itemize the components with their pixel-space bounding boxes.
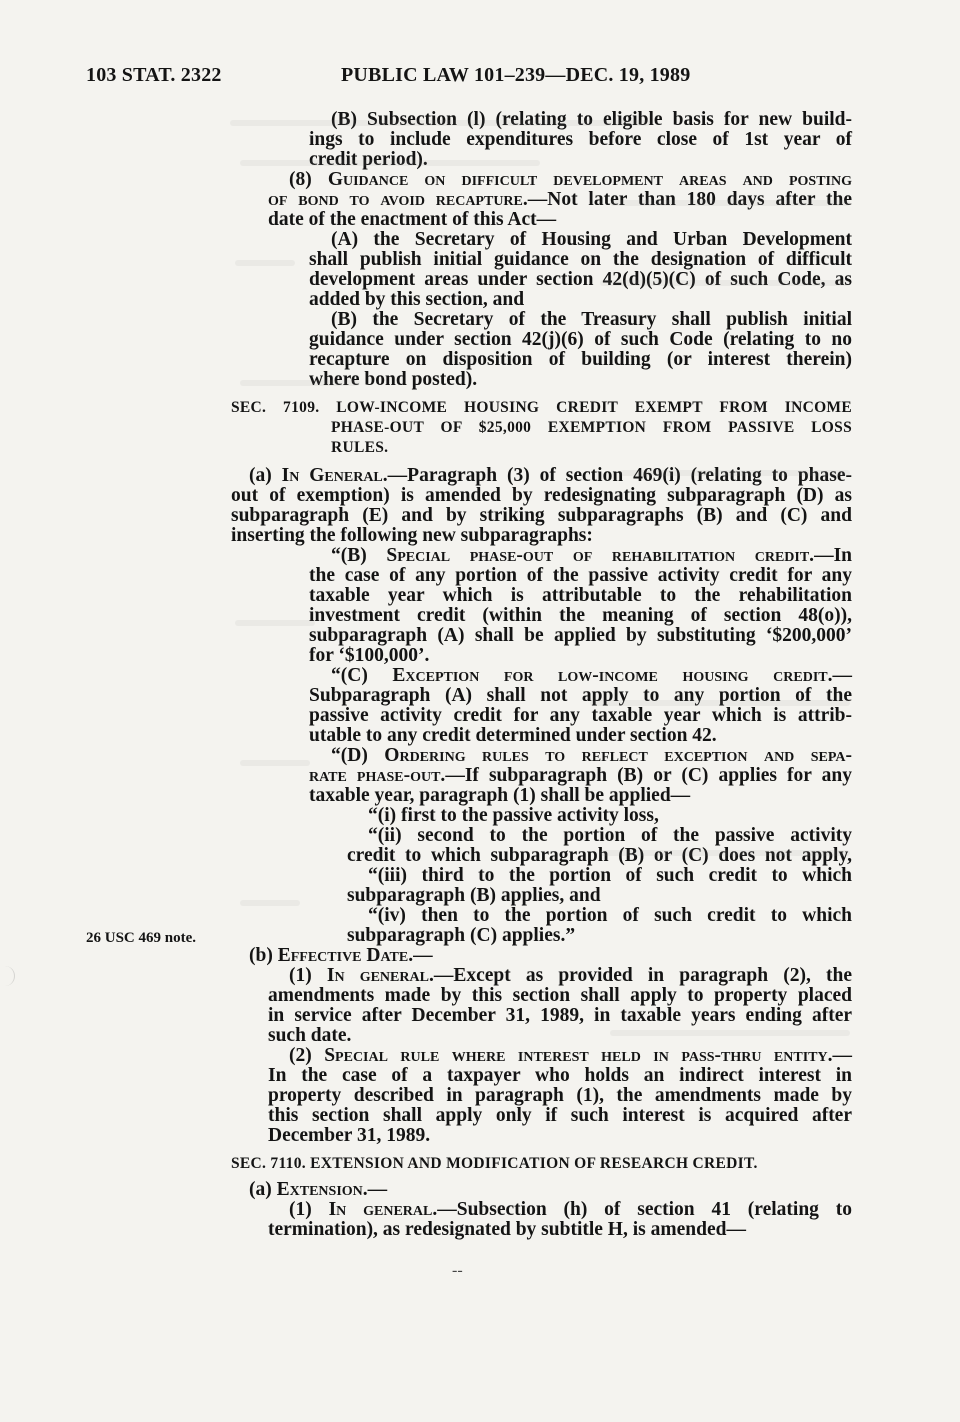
text-span: credit to which subparagraph (B) or (C) does not apply, (347, 845, 852, 866)
text-span: investment credit (within the meaning of section 48(o)), (309, 605, 852, 626)
text-line (309, 130, 852, 150)
margin-note: 26 USC 469 note. (86, 930, 197, 946)
text-span: subparagraph (E) and by striking subparagraphs (B) and (C) and (231, 505, 852, 526)
text-line (347, 886, 601, 906)
text-span: “(ii) second to the portion of the passive activity (368, 825, 852, 846)
text-span: for ‘$100,000’. (309, 645, 430, 666)
bleed-through-mark (240, 380, 360, 386)
text-span: (1) (289, 965, 327, 986)
text-span: “(D) (331, 745, 385, 766)
bleed-through-mark (240, 160, 540, 166)
text-line (309, 766, 852, 786)
text-span: “(B) (331, 545, 387, 566)
text-span: —Except as provided in paragraph (2), the (433, 965, 852, 986)
text-line (309, 726, 717, 746)
text-span: (b) (249, 945, 278, 966)
text-span: where bond posted). (309, 369, 478, 390)
text-line (268, 210, 556, 230)
text-span: such date. (268, 1025, 352, 1046)
text-line (309, 586, 852, 606)
text-line (268, 1006, 852, 1026)
text-span: —If subparagraph (B) or (C) applies for any (445, 765, 852, 786)
text-line (309, 330, 852, 350)
statute-page-number: 103 STAT. 2322 (86, 64, 222, 86)
text-line (231, 506, 852, 526)
text-span: this section shall apply only if such interest is acquired after (268, 1105, 852, 1126)
text-span: termination), as redesignated by subtitle H, is amended— (268, 1219, 746, 1240)
text-span: amendments made by this section shall apply to property placed (268, 985, 852, 1006)
text-span: out of exemption) is amended by redesignating subparagraph (D) as (231, 485, 852, 506)
text-span: (a) (249, 1179, 277, 1200)
text-line (309, 706, 852, 726)
text-line (268, 1126, 430, 1146)
small-caps-heading: Special rule where interest held in pass-thru entity. (324, 1045, 833, 1066)
text-span: subparagraph (A) shall be applied by substituting ‘$200,000’ (309, 625, 852, 646)
text-line (347, 846, 852, 866)
text-line (289, 966, 852, 986)
text-span: “(i) first to the passive activity loss, (368, 805, 659, 826)
text-line (268, 1220, 746, 1240)
text-span: — (413, 945, 433, 966)
text-line (289, 1200, 852, 1220)
text-span: — (367, 1179, 388, 1200)
text-span: PHASE-OUT OF $25,000 EXEMPTION FROM PASSIVE LOSS (331, 419, 852, 436)
text-line (289, 1046, 852, 1066)
text-line (368, 826, 852, 846)
text-line (268, 1106, 852, 1126)
text-span: subparagraph (B) applies, and (347, 885, 601, 906)
public-law-header: PUBLIC LAW 101–239—DEC. 19, 1989 (341, 64, 691, 86)
text-span: shall publish initial guidance on the designation of difficult (309, 249, 852, 270)
text-span: development areas under section 42(d)(5)(C) of such Code, as (309, 269, 852, 290)
text-line (331, 310, 852, 330)
text-span: passive activity credit for any taxable year which is attrib- (309, 705, 852, 726)
small-caps-heading: Effective Date. (277, 945, 414, 966)
text-span: Subparagraph (A) shall not apply to any portion of the (309, 685, 852, 706)
text-span: —Subsection (h) of section 41 (relating to (437, 1199, 852, 1220)
bleed-through-mark (610, 200, 850, 206)
text-span: “(iv) then to the portion of such credit to which (368, 905, 852, 926)
text-line (309, 626, 852, 646)
text-line (249, 946, 433, 966)
text-line (309, 646, 429, 666)
text-span: subparagraph (C) applies.” (347, 925, 576, 946)
text-line (331, 666, 852, 686)
text-span: (B) Subsection (l) (relating to eligible basis for new build- (331, 109, 852, 130)
small-caps-heading: In general. (328, 1199, 438, 1220)
text-span: —Paragraph (3) of section 469(i) (relating to phase- (387, 465, 852, 486)
text-line (347, 926, 575, 946)
page-mark: -- (452, 1262, 463, 1279)
text-span: date of the enactment of this Act— (268, 209, 557, 230)
text-span: “(iii) third to the portion of such credit to which (368, 865, 852, 886)
text-span: utable to any credit determined under section 42. (309, 725, 717, 746)
text-line (309, 250, 852, 270)
small-caps-heading: Guidance on difficult development areas and posting (327, 169, 852, 190)
text-line (368, 866, 852, 886)
section-heading-line (231, 1154, 758, 1174)
text-line (268, 1086, 852, 1106)
small-caps-heading: Exception for low-income housing credit. (392, 665, 833, 686)
text-span: — (832, 665, 852, 686)
text-span: SEC. 7110. EXTENSION AND MODIFICATION OF RESEARCH CREDIT. (231, 1155, 758, 1172)
section-heading-line (231, 398, 852, 418)
text-line (331, 746, 852, 766)
text-line (268, 986, 852, 1006)
bleed-through-mark (235, 260, 295, 266)
text-span: taxable year which is attributable to the rehabilitation (309, 585, 852, 606)
paper-fold-mark (0, 966, 15, 986)
bleed-through-mark (600, 280, 850, 286)
text-span: taxable year, paragraph (1) shall be applied— (309, 785, 691, 806)
text-line (249, 1180, 387, 1200)
text-span: (B) the Secretary of the Treasury shall publish initial (331, 309, 852, 330)
text-span: —In (814, 545, 852, 566)
text-line (309, 606, 852, 626)
small-caps-heading: Special phase-out of rehabilitation credit. (386, 545, 815, 566)
small-caps-heading: Ordering rules to reflect exception and sepa- (384, 745, 852, 766)
bleed-through-mark (235, 620, 315, 626)
text-line (309, 350, 852, 370)
text-line (289, 170, 852, 190)
text-line (368, 806, 659, 826)
small-caps-heading: rate phase-out. (309, 765, 446, 786)
text-span: (2) (289, 1045, 325, 1066)
text-line (309, 566, 852, 586)
small-caps-heading: In general. (326, 965, 434, 986)
text-span: (1) (289, 1199, 329, 1220)
small-caps-heading: of bond to avoid recapture. (268, 189, 528, 210)
text-line (268, 1066, 852, 1086)
section-heading-line (331, 418, 852, 438)
text-span: —Not later than 180 days after the (527, 189, 852, 210)
text-line (368, 906, 852, 926)
small-caps-heading: Extension. (276, 1179, 368, 1200)
text-span: (A) the Secretary of Housing and Urban Development (331, 229, 852, 250)
text-line (249, 466, 852, 486)
text-span: inserting the following new subparagraphs: (231, 525, 593, 546)
text-line (309, 290, 524, 310)
text-span: ings to include expenditures before close of 1st year of (309, 129, 852, 150)
text-span: added by this section, and (309, 289, 525, 310)
small-caps-heading: In General. (281, 465, 388, 486)
text-span: guidance under section 42(j)(6) of such Code (relating to no (309, 329, 852, 350)
bleed-through-mark (600, 850, 850, 856)
text-span: the case of any portion of the passive activity credit for any (309, 565, 852, 586)
text-span: RULES. (331, 439, 389, 456)
text-span: December 31, 1989. (268, 1125, 431, 1146)
text-span: property described in paragraph (1), the amendments made by (268, 1085, 852, 1106)
text-span: In the case of a taxpayer who holds an indirect interest in (268, 1065, 852, 1086)
text-span: “(C) (331, 665, 393, 686)
text-line (331, 546, 852, 566)
text-span: SEC. 7109. LOW-INCOME HOUSING CREDIT EXEMPT FROM INCOME (231, 399, 852, 416)
text-line (268, 1026, 351, 1046)
bleed-through-mark (240, 900, 300, 906)
text-span: (a) (249, 465, 282, 486)
text-line (309, 786, 690, 806)
bleed-through-mark (620, 470, 850, 476)
text-line (331, 230, 852, 250)
text-span: recapture on disposition of building (or interest therein) (309, 349, 852, 370)
bleed-through-mark (610, 1030, 850, 1036)
text-span: (8) (289, 169, 328, 190)
text-span: credit period). (309, 149, 428, 170)
text-span: in service after December 31, 1989, in taxable years ending after (268, 1005, 852, 1026)
bleed-through-mark (230, 120, 650, 126)
bleed-through-mark (240, 760, 310, 766)
bleed-through-mark (590, 700, 850, 706)
section-heading-line (331, 438, 388, 458)
text-span: — (832, 1045, 852, 1066)
text-line (231, 486, 852, 506)
text-line (231, 526, 593, 546)
